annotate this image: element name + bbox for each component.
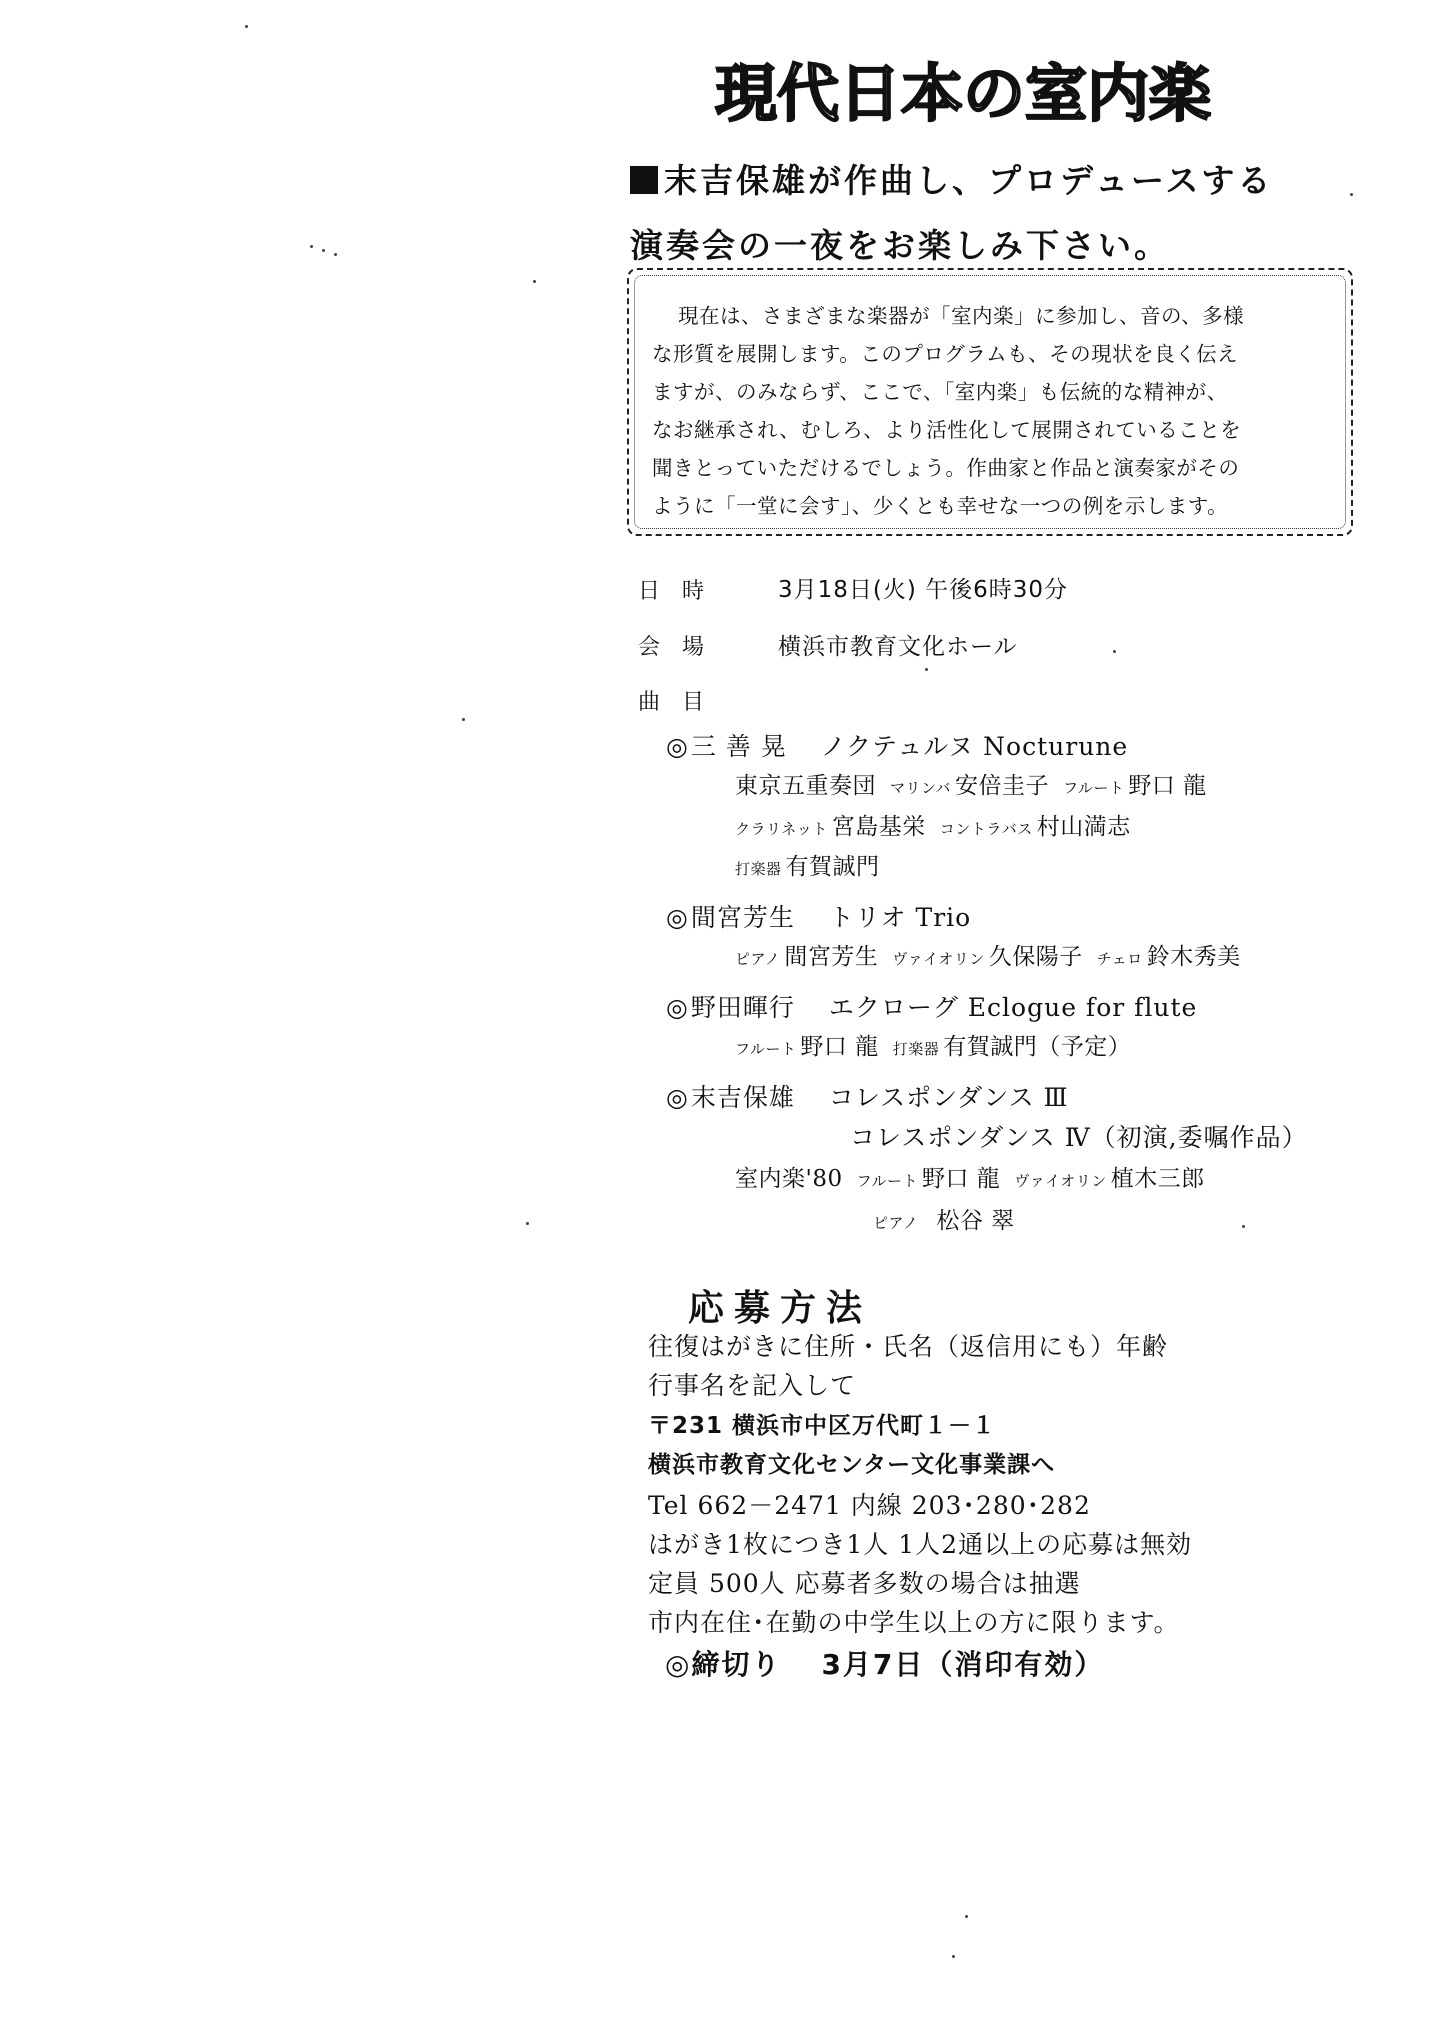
double-circle-icon: ◎: [666, 732, 689, 761]
performer-name: 野口 龍: [1128, 773, 1207, 799]
scan-speck: [925, 668, 928, 671]
work-title: コレスポンダンス Ⅲ: [828, 1083, 1069, 1112]
instrument-label: フルート: [856, 1172, 918, 1190]
date-value: 3月18日(火) 午後6時30分: [778, 577, 1069, 603]
intro-line: ますが、のみならず、ここで、「室内楽」も伝統的な精神が、: [652, 380, 1228, 404]
instrument-label: フルート: [1062, 779, 1125, 797]
department: 横浜市教育文化センター文化事業課へ: [648, 1452, 1056, 1478]
performer-name: 間宮芳生: [784, 944, 879, 970]
scan-speck: [310, 245, 313, 248]
performer-name: 宮島基栄: [831, 814, 926, 840]
scan-speck: [965, 1915, 968, 1918]
performer-line: [735, 1160, 1205, 1193]
apply-rule-3: 市内在住･在勤の中学生以上の方に限ります。: [648, 1608, 1180, 1637]
program-item-heading: [666, 898, 971, 934]
instrument-label: 打楽器: [892, 1040, 940, 1058]
intro-line: 現在は、さまざまな楽器が「室内楽」に参加し、音の、多様: [678, 304, 1245, 328]
instrument-label: ヴァイオリン: [1014, 1172, 1107, 1190]
square-bullet-icon: [630, 166, 658, 194]
program-item-heading: [666, 988, 1197, 1024]
performer-name: 安倍圭子: [954, 773, 1049, 799]
scan-speck: [952, 1955, 955, 1958]
scan-speck: [1350, 193, 1353, 196]
performer-name: 松谷 翠: [936, 1208, 1015, 1234]
composer-name: 末吉保雄: [690, 1083, 795, 1112]
work-title: エクローグ Eclogue for flute: [828, 993, 1198, 1022]
scan-speck: [462, 718, 465, 721]
performer-name: 東京五重奏団: [735, 773, 876, 799]
composer-name: 間宮芳生: [690, 903, 795, 932]
apply-rule-2: 定員 500人 応募者多数の場合は抽選: [648, 1569, 1081, 1598]
composer-name: 三 善 晃: [690, 732, 787, 761]
double-circle-icon: ◎: [666, 903, 689, 932]
work-title: トリオ Trio: [828, 903, 972, 932]
performer-name: 鈴木秀美: [1146, 944, 1241, 970]
scan-speck: [322, 249, 325, 252]
intro-line: な形質を展開します。このプログラムも、その現状を良く伝え: [652, 342, 1239, 366]
program-label: 曲目: [638, 690, 727, 715]
scan-speck: [245, 25, 248, 28]
deadline-label: ◎締切り: [665, 1648, 782, 1681]
double-circle-icon: ◎: [666, 993, 689, 1022]
work-title-2: コレスポンダンス Ⅳ（初演,委嘱作品）: [850, 1123, 1308, 1152]
lead-text-1: 末吉保雄が作曲し、プロデュースする: [664, 161, 1274, 200]
apply-instruction-2: 行事名を記入して: [648, 1371, 857, 1400]
scan-speck: [1242, 1225, 1245, 1228]
postal-address: 〒231 横浜市中区万代町１－１: [648, 1413, 997, 1439]
instrument-label: チェロ: [1096, 950, 1143, 968]
double-circle-icon: ◎: [666, 1083, 689, 1112]
lead-line-1: [630, 155, 1273, 202]
performer-name: 野口 龍: [922, 1166, 1001, 1192]
instrument-label: クラリネット: [735, 820, 828, 838]
performer-name: 村山満志: [1036, 814, 1131, 840]
program-item-heading: [666, 727, 1128, 763]
page-title: 現代日本の室内楽: [715, 57, 1212, 130]
performer-name: 有賀誠門（予定）: [943, 1034, 1132, 1060]
performer-name: 野口 龍: [800, 1034, 879, 1060]
telephone: Tel 662－2471 内線 203･280･282: [648, 1491, 1091, 1520]
apply-heading: 応募方法: [688, 1288, 873, 1329]
apply-rule-1: はがき1枚につき1人 1人2通以上の応募は無効: [648, 1530, 1193, 1559]
venue-value: 横浜市教育文化ホール: [778, 634, 1018, 660]
instrument-label: コントラバス: [939, 820, 1033, 838]
performer-name: 有賀誠門: [785, 854, 880, 880]
performer-name: 室内楽'80: [735, 1166, 843, 1192]
scan-speck: [533, 280, 536, 283]
performer-name: 久保陽子: [988, 944, 1083, 970]
instrument-label: マリンバ: [890, 779, 951, 797]
intro-line: ように「一堂に会す」、少くとも幸せな一つの例を示します。: [652, 494, 1229, 518]
scan-speck: [1113, 650, 1116, 653]
program-item-heading: [666, 1078, 1069, 1114]
composer-name: 野田暉行: [690, 993, 795, 1022]
instrument-label: ピアノ: [735, 950, 781, 968]
apply-instruction-1: 往復はがきに住所・氏名（返信用にも）年齢: [648, 1332, 1169, 1361]
performer-name: 植木三郎: [1110, 1166, 1205, 1192]
instrument-label: ヴァイオリン: [892, 950, 985, 968]
performer-line: [735, 808, 1131, 841]
performer-line: [735, 767, 1207, 800]
lead-line-2: 演奏会の一夜をお楽しみ下さい。: [630, 226, 1170, 265]
intro-line: なお継承され、むしろ、より活性化して展開されていることを: [652, 418, 1242, 442]
performer-line: [873, 1202, 1015, 1235]
date-label: 日時: [638, 579, 727, 604]
intro-line: 聞きとっていただけるでしょう。作曲家と作品と演奏家がその: [652, 456, 1240, 480]
venue-label: 会場: [638, 635, 727, 660]
instrument-label: ピアノ: [873, 1214, 919, 1232]
scan-speck: [334, 253, 337, 256]
scan-speck: [526, 1222, 529, 1225]
performer-line: [735, 1028, 1131, 1061]
performer-line: [735, 938, 1241, 971]
deadline: [665, 1643, 1104, 1683]
deadline-value: 3月7日（消印有効）: [821, 1648, 1105, 1681]
work-title: ノクテュルヌ Nocturune: [820, 732, 1129, 761]
instrument-label: 打楽器: [735, 860, 782, 878]
performer-line: [735, 848, 880, 881]
instrument-label: フルート: [735, 1040, 797, 1058]
